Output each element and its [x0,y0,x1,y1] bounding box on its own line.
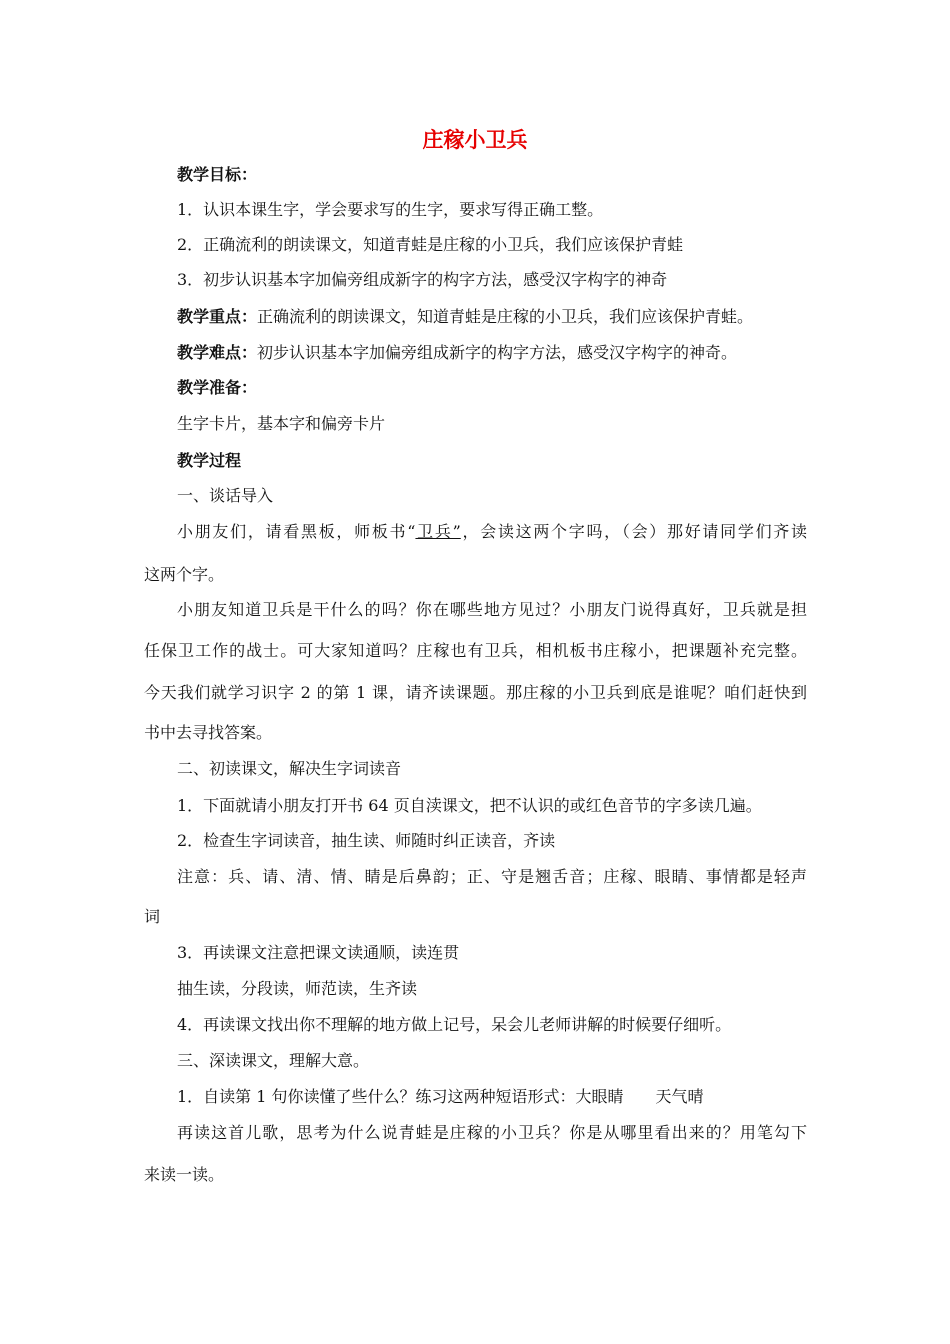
paragraph-2-line-2: 任保卫工作的战士。可大家知道吗？庄稼也有卫兵，相机板书庄稼小，把课题补充完整。 [144,641,807,660]
section-2-item-3: 3．再读课文注意把课文读通顺，读连贯 [177,943,460,962]
section-2-item-4: 4．再读课文找出你不理解的地方做上记号，呆会儿老师讲解的时候要仔细听。 [177,1015,732,1034]
read-modes: 抽生读，分段读，师范读，生齐读 [177,979,418,998]
difficulty-text: 初步认识基本字加偏旁组成新字的构字方法，感受汉字构字的神奇。 [257,343,738,362]
section-2-item-2: 2．检查生字词读音，抽生读、师随时纠正读音，齐读 [177,831,556,850]
note-line-1: 注意：兵、请、清、情、睛是后鼻韵；正、守是翘舌音；庄稼、眼睛、事情都是轻声 [177,867,807,886]
prep-text: 生字卡片，基本字和偏旁卡片 [177,414,386,433]
paragraph-2-line-4: 书中去寻找答案。 [144,723,273,742]
prep-heading: 教学准备： [177,378,258,397]
paragraph-3-line-1: 再读这首儿歌，思考为什么说青蛙是庄稼的小卫兵？你是从哪里看出来的？用笔勾下 [177,1123,807,1142]
paragraph-1-part-a: 小朋友们，请看黑板，师板书“ [177,522,416,541]
section-3-item-1 [177,1086,704,1108]
paragraph-1-line-1 [177,521,807,543]
difficulty-row [177,342,737,364]
underlined-term: 卫兵” [415,522,461,541]
section-2-item-1: 1．下面就请小朋友打开书 64 页自渎课文，把不认识的或红色音节的字多读几遍。 [177,796,762,815]
paragraph-1-part-b: ，会读这两个字吗，（会）那好请同学们齐读 [460,522,807,541]
paragraph-1-line-2: 这两个字。 [144,565,225,584]
goal-item-2: 2．正确流利的朗读课文，知道青蛙是庄稼的小卫兵，我们应该保护青蛙 [177,235,684,254]
page-title: 庄稼小卫兵 [422,128,528,152]
paragraph-2-line-3: 今天我们就学习识字 2 的第 1 课，请齐读课题。那庄稼的小卫兵到底是谁呢？咱们赶快到 [144,683,807,702]
phrase-example: 天气晴 [655,1087,704,1106]
goal-item-1: 1．认识本课生字，学会要求写的生字，要求写得正确工整。 [177,200,604,219]
goals-heading: 教学目标： [177,165,258,184]
section-3-item-1-text: 1．自读第 1 句你读懂了些什么？练习这两种短语形式：大眼睛 [177,1087,624,1106]
goal-item-3: 3．初步认识基本字加偏旁组成新字的构字方法，感受汉字构字的神奇 [177,270,668,289]
section-1-heading: 一、谈话导入 [177,486,274,505]
section-3-heading: 三、深读课文，理解大意。 [177,1051,370,1070]
paragraph-3-line-2: 来读一读。 [144,1165,225,1184]
note-line-2: 词 [144,907,161,926]
focus-label: 教学重点： [177,307,258,326]
difficulty-label: 教学难点： [177,343,258,362]
section-2-heading: 二、初读课文，解决生字词读音 [177,759,402,778]
paragraph-2-line-1: 小朋友知道卫兵是干什么的吗？你在哪些地方见过？小朋友门说得真好，卫兵就是担 [177,600,807,619]
focus-row [177,306,753,328]
process-heading: 教学过程 [177,451,242,470]
focus-text: 正确流利的朗读课文，知道青蛙是庄稼的小卫兵，我们应该保护青蛙。 [257,307,754,326]
